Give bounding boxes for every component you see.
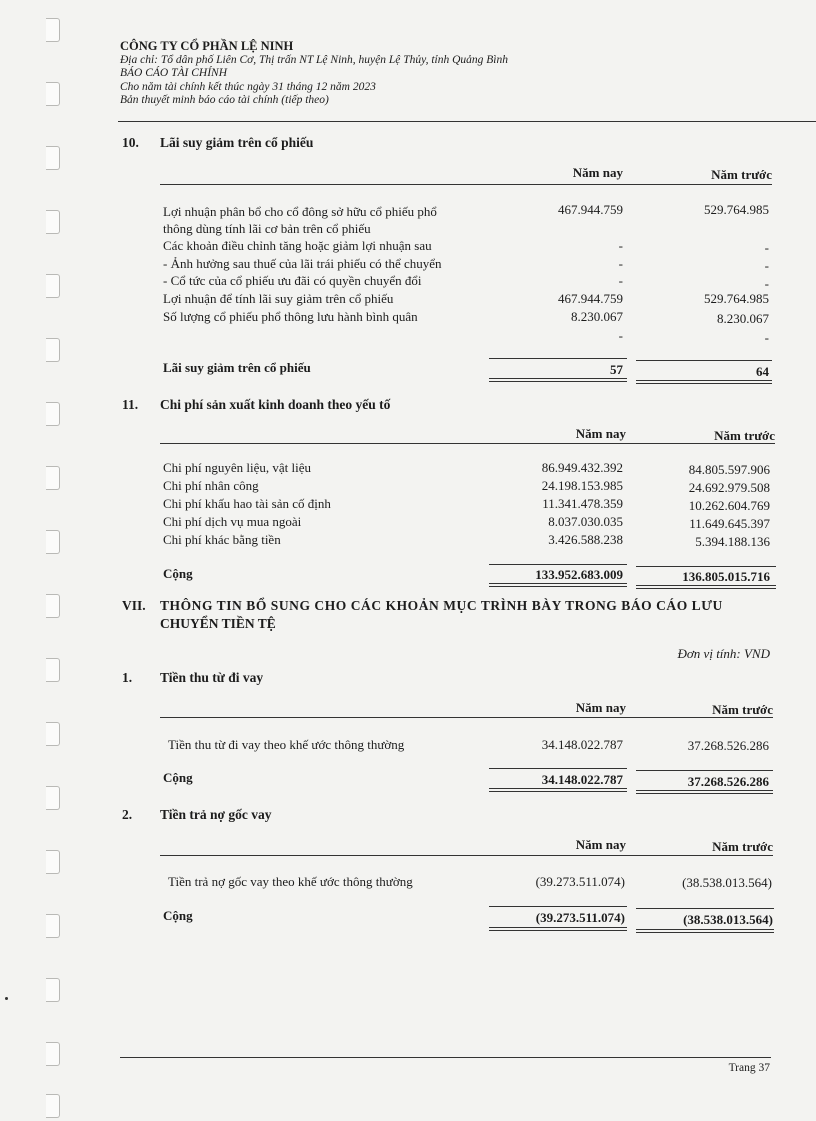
total-double-rule	[636, 380, 772, 384]
subtotal-rule	[636, 908, 774, 909]
subtotal-rule	[489, 906, 627, 907]
report-notes: Bản thuyết minh báo cáo tài chính (tiếp theo)	[120, 94, 329, 106]
binder-hole	[46, 18, 60, 42]
table-header-rule	[160, 443, 775, 444]
total-previous: 64	[756, 364, 769, 379]
binder-hole	[46, 594, 60, 618]
col-header-current: Năm nay	[575, 426, 626, 441]
binder-hole	[46, 978, 60, 1002]
value-previous: (38.538.013.564)	[682, 875, 772, 890]
section-title: Chi phí sản xuất kinh doanh theo yếu tố	[160, 397, 391, 412]
subtotal-rule	[636, 360, 772, 361]
total-previous: 37.268.526.286	[687, 774, 769, 789]
table-row-label: - Ảnh hưởng sau thuế của lãi trái phiếu có thể chuyển	[163, 256, 442, 271]
binder-hole	[46, 850, 60, 874]
subtotal-rule	[636, 566, 776, 567]
col-header-previous: Năm trước	[714, 428, 775, 443]
currency-unit: Đơn vị tính: VND	[677, 646, 770, 661]
total-label: Cộng	[163, 908, 193, 923]
company-address: Địa chỉ: Tổ dân phố Liên Cơ, Thị trấn NT Lệ Ninh, huyện Lệ Thủy, tỉnh Quảng Bình	[120, 53, 509, 66]
header-divider	[118, 121, 816, 122]
binder-hole	[46, 466, 60, 490]
total-current: 34.148.022.787	[541, 772, 623, 787]
col-header-previous: Năm trước	[712, 702, 773, 717]
total-current: 57	[610, 362, 623, 377]
table-row-label: Tiền thu từ đi vay theo khế ước thông thường	[168, 737, 405, 752]
col-header-current: Năm nay	[572, 165, 623, 180]
binder-hole	[46, 1094, 60, 1118]
value-current: 467.944.759	[558, 291, 623, 306]
value-previous: -	[764, 258, 769, 273]
total-previous: 136.805.015.716	[682, 569, 770, 584]
table-row-label: Chi phí nhân công	[163, 478, 259, 493]
binder-hole	[46, 82, 60, 106]
binder-hole	[46, 722, 60, 746]
table-row-label: Các khoản điều chỉnh tăng hoặc giảm lợi nhuận sau	[163, 238, 432, 253]
binder-hole	[46, 1042, 60, 1066]
section-number: 10.	[122, 135, 139, 150]
col-header-current: Năm nay	[575, 700, 626, 715]
binder-hole	[46, 274, 60, 298]
value-previous: 10.262.604.769	[688, 498, 770, 513]
binder-hole	[46, 658, 60, 682]
footer-divider	[120, 1057, 771, 1058]
value-previous: 84.805.597.906	[688, 462, 770, 477]
total-double-rule	[636, 929, 774, 933]
section-title: Lãi suy giảm trên cổ phiếu	[160, 135, 314, 150]
value-current: -	[618, 273, 623, 288]
binder-hole	[46, 338, 60, 362]
total-current: (39.273.511.074)	[535, 910, 625, 925]
binder-hole	[46, 402, 60, 426]
value-current: 24.198.153.985	[541, 478, 623, 493]
value-previous: -	[764, 240, 769, 255]
report-period: Cho năm tài chính kết thúc ngày 31 tháng 12 năm 2023	[120, 80, 376, 93]
total-label: Cộng	[163, 566, 193, 581]
binder-hole	[46, 210, 60, 234]
value-current: -	[618, 328, 623, 343]
value-previous: 11.649.645.397	[689, 516, 770, 531]
section-title: Tiền trả nợ gốc vay	[160, 807, 272, 822]
value-current: 8.037.030.035	[548, 514, 623, 529]
total-double-rule	[636, 585, 776, 589]
table-row-label: Chi phí khấu hao tài sản cố định	[163, 496, 331, 511]
company-name: CÔNG TY CỔ PHẦN LỆ NINH	[120, 39, 294, 53]
table-row-label: Chi phí khác bằng tiền	[163, 532, 281, 547]
total-double-rule	[489, 788, 627, 792]
value-current: 34.148.022.787	[541, 737, 623, 752]
value-previous: 37.268.526.286	[687, 738, 769, 753]
total-double-rule	[636, 790, 773, 794]
section-title: THÔNG TIN BỔ SUNG CHO CÁC KHOẢN MỤC TRÌNH BÀY TRONG BÁO CÁO LƯU	[160, 598, 723, 613]
table-header-rule	[160, 184, 772, 185]
table-row-label: Số lượng cổ phiếu phổ thông lưu hành bình quân	[163, 309, 418, 324]
total-label: Cộng	[163, 770, 193, 785]
section-number: VII.	[122, 598, 146, 613]
value-current: 11.341.478.359	[542, 496, 623, 511]
value-previous: 5.394.188.136	[695, 534, 770, 549]
binder-hole	[46, 530, 60, 554]
total-double-rule	[489, 583, 627, 587]
value-previous: 8.230.067	[717, 311, 769, 326]
value-current: 3.426.588.238	[548, 532, 623, 547]
document-header	[120, 40, 508, 108]
value-current: -	[618, 256, 623, 271]
value-current: 8.230.067	[571, 309, 623, 324]
value-previous: 24.692.979.508	[688, 480, 770, 495]
subtotal-rule	[489, 358, 627, 359]
total-previous: (38.538.013.564)	[683, 912, 773, 927]
table-header-rule	[160, 717, 773, 718]
value-current: 86.949.432.392	[541, 460, 623, 475]
total-double-rule	[489, 927, 627, 931]
table-row-label: - Cổ tức của cổ phiếu ưu đãi có quyền chuyển đổi	[163, 273, 422, 288]
table-row-label: Chi phí nguyên liệu, vật liệu	[163, 460, 312, 475]
section-number: 2.	[122, 807, 133, 822]
value-previous: 529.764.985	[704, 291, 769, 306]
table-row-label: Lợi nhuận phân bổ cho cổ đông sở hữu cổ phiếu phổ	[163, 204, 437, 219]
subtotal-rule	[489, 768, 627, 769]
binder-hole	[46, 786, 60, 810]
binder-hole	[46, 146, 60, 170]
col-header-current: Năm nay	[575, 837, 626, 852]
value-previous: -	[764, 330, 769, 345]
total-label: Lãi suy giảm trên cổ phiếu	[163, 360, 311, 375]
value-previous: 529.764.985	[704, 202, 769, 217]
table-row-label: Lợi nhuận để tính lãi suy giảm trên cổ phiếu	[163, 291, 394, 306]
col-header-previous: Năm trước	[712, 839, 773, 854]
total-double-rule	[489, 378, 627, 382]
section-title: Tiền thu từ đi vay	[160, 670, 264, 685]
report-title: BÁO CÁO TÀI CHÍNH	[120, 67, 228, 79]
col-header-previous: Năm trước	[711, 167, 772, 182]
binder-hole	[46, 914, 60, 938]
subtotal-rule	[636, 770, 773, 771]
section-number: 11.	[122, 397, 139, 412]
table-row-label: thông dùng tính lãi cơ bản trên cổ phiếu	[163, 221, 371, 236]
page-number: Trang 37	[728, 1062, 770, 1074]
scan-dot	[5, 997, 8, 1000]
table-row-label: Chi phí dịch vụ mua ngoài	[163, 514, 302, 529]
section-title-continued: CHUYỂN TIỀN TỆ	[160, 616, 276, 631]
section-number: 1.	[122, 670, 133, 685]
total-current: 133.952.683.009	[535, 567, 623, 582]
table-row-label: Tiền trả nợ gốc vay theo khế ước thông thường	[168, 874, 413, 889]
subtotal-rule	[489, 564, 627, 565]
value-current: -	[618, 238, 623, 253]
value-current: 467.944.759	[558, 202, 623, 217]
value-current: (39.273.511.074)	[535, 874, 625, 889]
table-header-rule	[160, 855, 773, 856]
value-previous: -	[764, 276, 769, 291]
